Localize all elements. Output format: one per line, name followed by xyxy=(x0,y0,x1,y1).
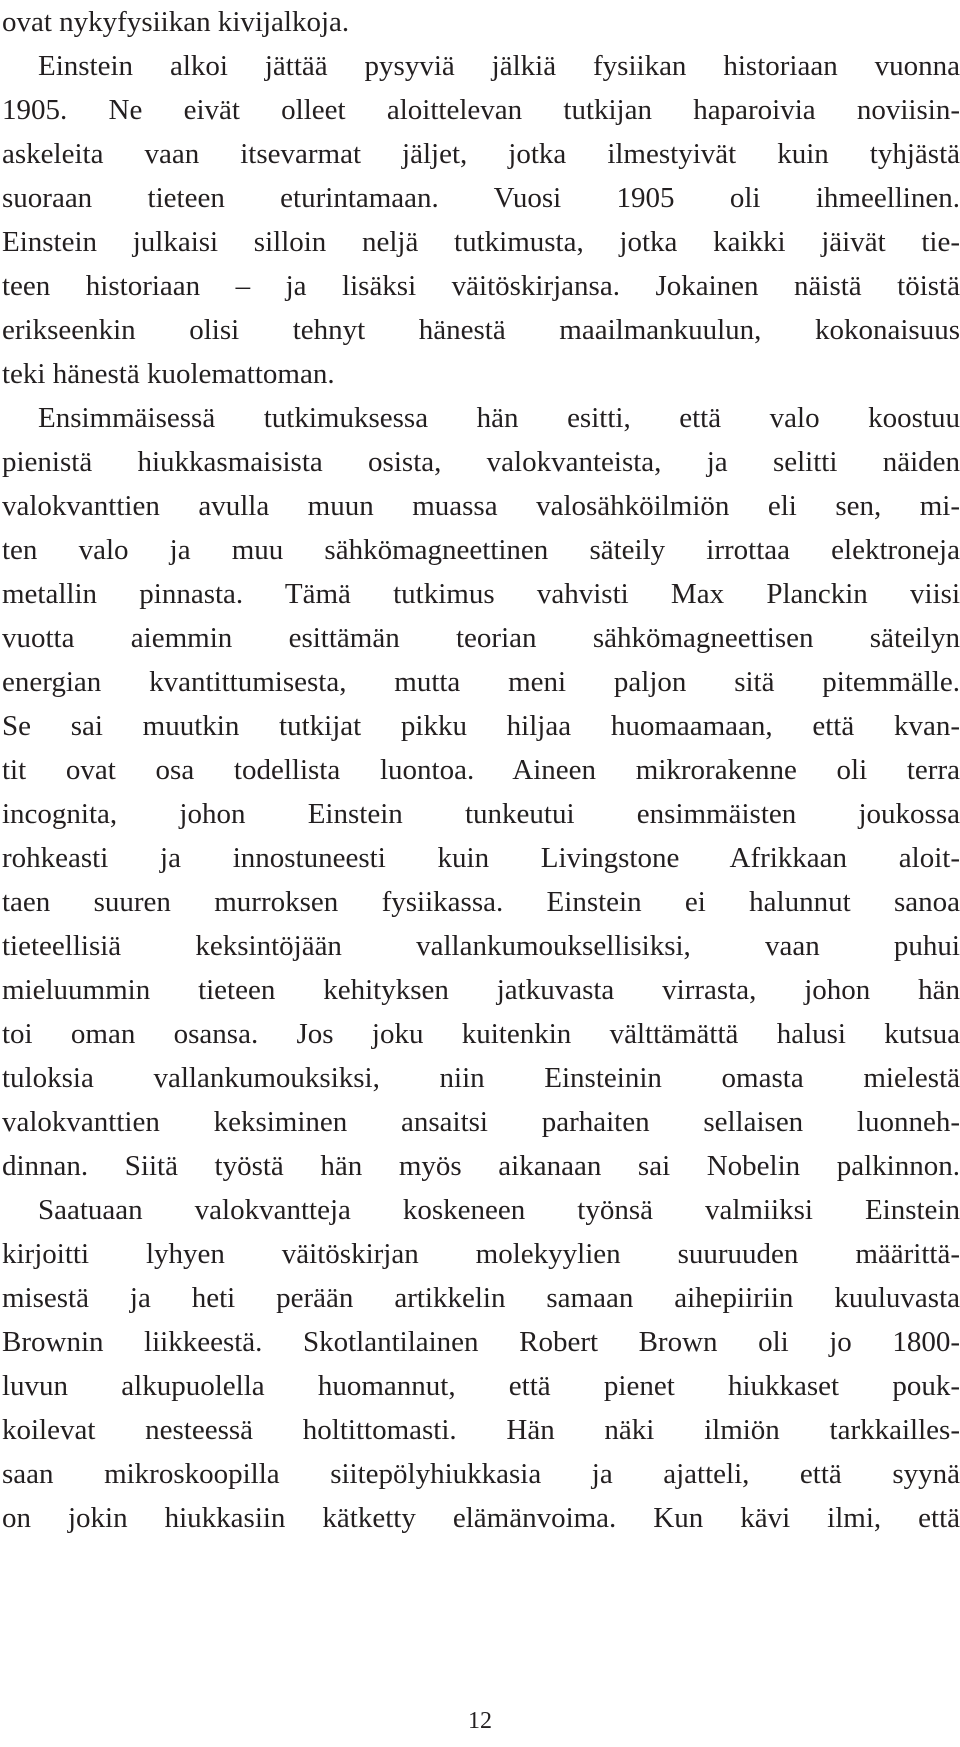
text-line: mieluummin tieteen kehityksen jatkuvasta virrasta, johon hän xyxy=(2,974,960,1006)
text-line: Einstein alkoi jättää pysyviä jälkiä fysiikan historiaan vuonna xyxy=(38,50,960,82)
text-line: saan mikroskoopilla siitepölyhiukkasia ja ajatteli, että syynä xyxy=(2,1458,960,1490)
text-line: rohkeasti ja innostuneesti kuin Livingstone Afrikkaan aloit- xyxy=(2,842,960,874)
body-text xyxy=(2,0,960,1540)
text-line: on jokin hiukkasiin kätketty elämänvoima. Kun kävi ilmi, että xyxy=(2,1502,960,1534)
text-line: suoraan tieteen eturintamaan. Vuosi 1905 oli ihmeellinen. xyxy=(2,182,960,214)
text-line: vuotta aiemmin esittämän teorian sähkömagneettisen säteilyn xyxy=(2,622,960,654)
text-line: ovat nykyfysiikan kivijalkoja. xyxy=(2,6,350,38)
text-line: tuloksia vallankumouksiksi, niin Einsteinin omasta mielestä xyxy=(2,1062,960,1094)
text-line: erikseenkin olisi tehnyt hänestä maailmankuulun, kokonaisuus xyxy=(2,314,960,346)
text-line: energian kvantittumisesta, mutta meni paljon sitä pitemmälle. xyxy=(2,666,960,698)
text-line: 1905. Ne eivät olleet aloittelevan tutkijan haparoivia noviisin- xyxy=(2,94,960,126)
text-line: teen historiaan – ja lisäksi väitöskirjansa. Jokainen näistä töistä xyxy=(2,270,960,302)
text-line: Saatuaan valokvantteja koskeneen työnsä valmiiksi Einstein xyxy=(38,1194,960,1226)
text-line: toi oman osansa. Jos joku kuitenkin välttämättä halusi kutsua xyxy=(2,1018,960,1050)
text-line: valokvanttien keksiminen ansaitsi parhaiten sellaisen luonneh- xyxy=(2,1106,960,1138)
text-line: Ensimmäisessä tutkimuksessa hän esitti, että valo koostuu xyxy=(38,402,960,434)
text-line: Se sai muutkin tutkijat pikku hiljaa huomaamaan, että kvan- xyxy=(2,710,960,742)
text-line: Einstein julkaisi silloin neljä tutkimusta, jotka kaikki jäivät tie- xyxy=(2,226,960,258)
text-line: tieteellisiä keksintöjään vallankumouksellisiksi, vaan puhui xyxy=(2,930,960,962)
text-line: ten valo ja muu sähkömagneettinen säteily irrottaa elektroneja xyxy=(2,534,960,566)
text-line: koilevat nesteessä holtittomasti. Hän näki ilmiön tarkkailles- xyxy=(2,1414,960,1446)
text-line: taen suuren murroksen fysiikassa. Einstein ei halunnut sanoa xyxy=(2,886,960,918)
text-line: kirjoitti lyhyen väitöskirjan molekyylien suuruuden määrittä- xyxy=(2,1238,960,1270)
text-line: valokvanttien avulla muun muassa valosähköilmiön eli sen, mi- xyxy=(2,490,960,522)
text-line: metallin pinnasta. Tämä tutkimus vahvisti Max Planckin viisi xyxy=(2,578,960,610)
text-line: Brownin liikkeestä. Skotlantilainen Robert Brown oli jo 1800- xyxy=(2,1326,960,1358)
text-line: incognita, johon Einstein tunkeutui ensimmäisten joukossa xyxy=(2,798,960,830)
text-line: tit ovat osa todellista luontoa. Aineen mikrorakenne oli terra xyxy=(2,754,960,786)
page-number: 12 xyxy=(468,1708,492,1734)
text-line: dinnan. Siitä työstä hän myös aikanaan sai Nobelin palkinnon. xyxy=(2,1150,960,1182)
text-line: teki hänestä kuolemattoman. xyxy=(2,358,335,390)
text-line: luvun alkupuolella huomannut, että pienet hiukkaset pouk- xyxy=(2,1370,960,1402)
text-line: pienistä hiukkasmaisista osista, valokvanteista, ja selitti näiden xyxy=(2,446,960,478)
text-line: misestä ja heti perään artikkelin samaan aihepiiriin kuuluvasta xyxy=(2,1282,960,1314)
text-line: askeleita vaan itsevarmat jäljet, jotka ilmestyivät kuin tyhjästä xyxy=(2,138,960,170)
